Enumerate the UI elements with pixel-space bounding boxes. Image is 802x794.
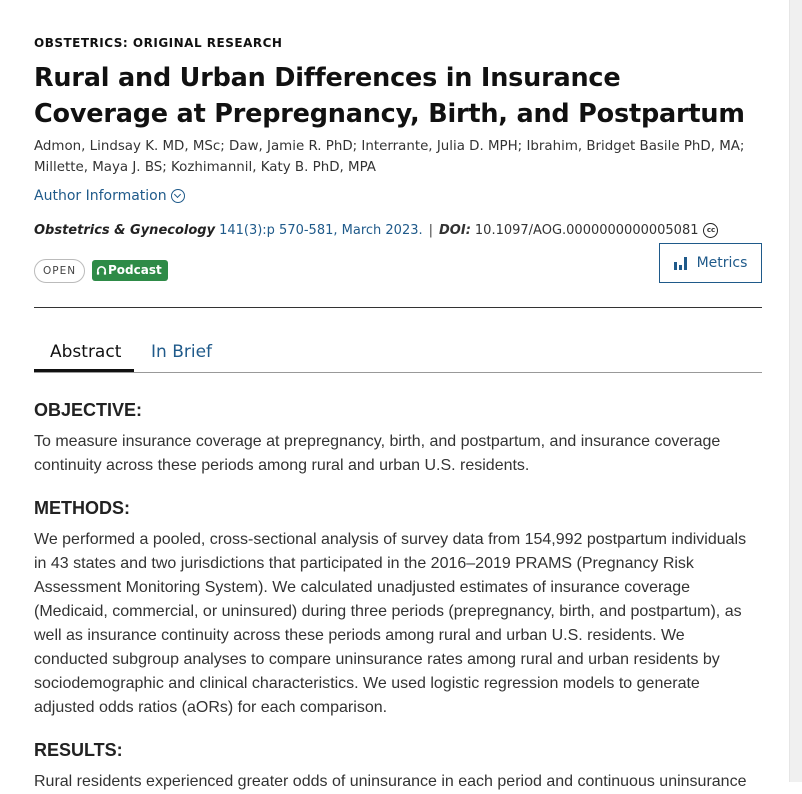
tab-abstract[interactable]: Abstract (50, 342, 122, 362)
journal-name: Obstetrics & Gynecology (34, 223, 216, 238)
citation-separator: | (428, 223, 434, 238)
author-list: Admon, Lindsay K. MD, MSc; Daw, Jamie R. PhD; Interrante, Julia D. MPH; Ibrahim, Bridget Basile PhD, MA; Millette, Maya J. BS; Kozhimannil, Katy B. PhD, MPA (34, 139, 745, 175)
methods-text: We performed a pooled, cross-sectional analysis of survey data from 154,992 postpartum individuals in 43 states and two jurisdictions that participated in the 2016–2019 PRAMS (Pregnancy Risk Assessment Monitoring System). We calculated unadjusted estimates of insurance coverage (Medicaid, commercial, or uninsured) during three periods (prepregnancy, birth, and postpartum), as well as insurance continuity across these periods among rural and urban U.S. residents. We conducted subgroup analyses to compare uninsurance rates among rural and urban residents by sociodemographic and clinical characteristics. We used logistic regression models to generate adjusted odds ratios (aORs) for each comparison. (34, 531, 747, 716)
author-information-label: Author Information (34, 188, 167, 204)
headphones-icon (96, 265, 107, 276)
methods-heading: METHODS: (34, 498, 130, 518)
citation-line (34, 223, 718, 238)
podcast-label: Podcast (108, 263, 162, 277)
volume-pages-link[interactable]: 141(3):p 570-581, March 2023. (219, 223, 423, 238)
header-divider (34, 307, 762, 308)
metrics-label: Metrics (696, 255, 748, 271)
doi-label: DOI: (439, 223, 471, 238)
results-heading: RESULTS: (34, 740, 123, 760)
section-label: OBSTETRICS: ORIGINAL RESEARCH (34, 36, 283, 50)
page-scrollbar[interactable] (789, 0, 802, 782)
article-tabs (34, 330, 762, 373)
doi-value: 10.1097/AOG.0000000000005081 (474, 223, 699, 238)
chevron-down-icon (171, 189, 185, 203)
results-text: Rural residents experienced greater odds of uninsurance in each period and continuous uninsurance (34, 773, 747, 790)
open-access-badge: OPEN (34, 259, 85, 283)
objective-text: To measure insurance coverage at prepregnancy, birth, and postpartum, and insurance coverage continuity across these periods among rural and urban U.S. residents. (34, 433, 721, 474)
creative-commons-icon[interactable]: cc (703, 223, 718, 238)
objective-heading: OBJECTIVE: (34, 400, 143, 420)
metrics-button[interactable] (659, 243, 762, 283)
active-tab-indicator (34, 369, 134, 372)
podcast-badge[interactable] (92, 260, 168, 281)
author-information-toggle[interactable] (34, 188, 185, 204)
article-title: Rural and Urban Differences in Insurance Coverage at Prepregnancy, Birth, and Postpartum (34, 63, 745, 129)
tab-in-brief[interactable]: In Brief (151, 342, 213, 362)
bar-chart-icon (674, 257, 689, 270)
